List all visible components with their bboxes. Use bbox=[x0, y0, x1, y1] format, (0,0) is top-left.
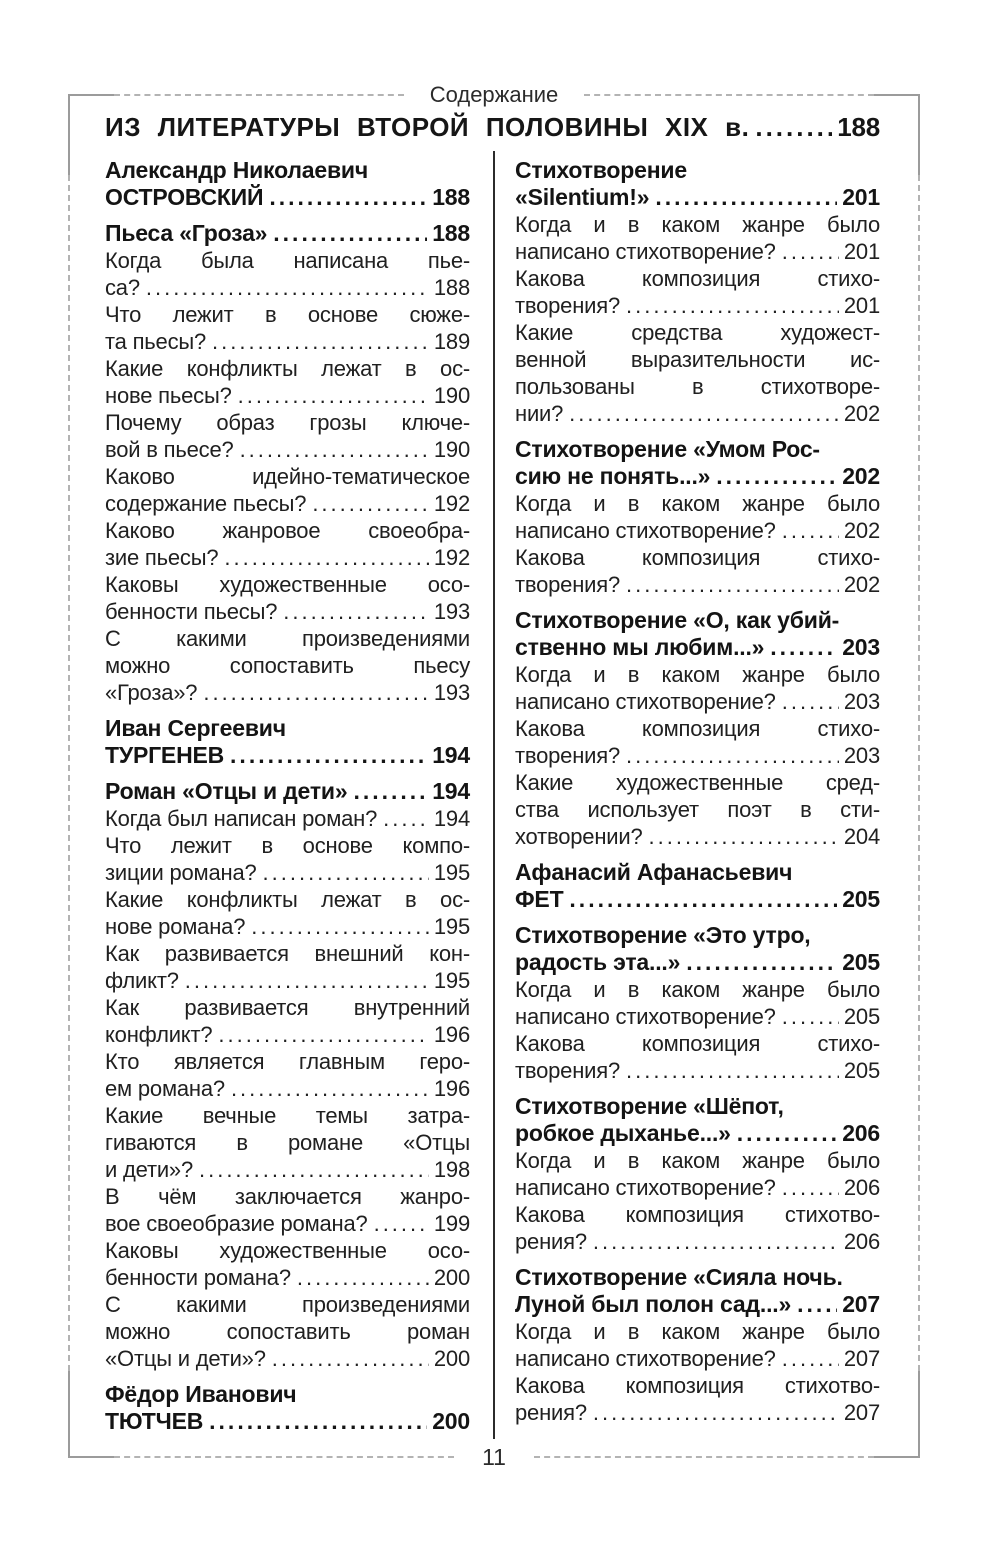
toc-line: Александр Николаевич bbox=[105, 157, 368, 183]
toc-line: Какие конфликты лежат в ос- bbox=[105, 356, 470, 381]
dot-leader bbox=[626, 1057, 839, 1084]
toc-entry-text: творения? bbox=[515, 1058, 621, 1083]
page-ref: 202 bbox=[843, 401, 880, 426]
toc-columns bbox=[105, 157, 880, 1435]
page-ref: 201 bbox=[843, 239, 880, 264]
frame-corner-line bbox=[68, 1456, 114, 1458]
toc-entry-text: Роман «Отцы и дети» bbox=[105, 778, 348, 804]
page-ref: 205 bbox=[843, 1004, 880, 1029]
toc-line bbox=[105, 436, 470, 463]
dot-leader bbox=[269, 184, 427, 211]
toc-line bbox=[515, 1174, 880, 1201]
toc-line: можно сопоставить пьесу bbox=[105, 653, 470, 678]
toc-line bbox=[515, 1345, 880, 1372]
toc-entry-text: и дети»? bbox=[105, 1157, 193, 1182]
toc-entry-text: вой в пьесе? bbox=[105, 437, 234, 462]
toc-line: Какие конфликты лежат в ос- bbox=[105, 887, 470, 912]
toc-line bbox=[105, 1021, 470, 1048]
toc-line bbox=[105, 742, 470, 769]
page-ref: 200 bbox=[433, 1346, 470, 1371]
toc-entry-text: написано стихотворение? bbox=[515, 1346, 776, 1371]
toc-line: Когда и в каком жанре было bbox=[515, 491, 880, 516]
dot-leader bbox=[312, 490, 429, 517]
page-ref: 192 bbox=[433, 491, 470, 516]
toc-author-heading bbox=[105, 157, 470, 211]
toc-line bbox=[515, 517, 880, 544]
toc-entry-text: Луной был полон сад...» bbox=[515, 1291, 792, 1317]
toc-line bbox=[105, 1345, 470, 1372]
toc-work-heading bbox=[515, 607, 880, 661]
toc-line bbox=[105, 778, 470, 805]
toc-line: С какими произведениями bbox=[105, 1292, 470, 1317]
toc-question bbox=[105, 625, 470, 706]
page-ref: 205 bbox=[843, 1058, 880, 1083]
page-ref: 193 bbox=[433, 599, 470, 624]
page-ref: 198 bbox=[433, 1157, 470, 1182]
frame-dashed-line bbox=[534, 1456, 874, 1458]
toc-question bbox=[105, 805, 470, 832]
toc-line bbox=[515, 886, 880, 913]
page-ref: 189 bbox=[433, 329, 470, 354]
toc-line bbox=[515, 463, 880, 490]
page-ref: 194 bbox=[432, 742, 470, 768]
frame-left-border bbox=[68, 95, 70, 175]
toc-line: пользованы в стихотворе- bbox=[515, 374, 880, 399]
page-ref: 207 bbox=[843, 1346, 880, 1371]
toc-work-heading bbox=[515, 1093, 880, 1147]
toc-entry-text: бенности пьесы? bbox=[105, 599, 278, 624]
frame-corner-line bbox=[874, 1456, 920, 1458]
toc-question bbox=[515, 265, 880, 319]
dot-leader bbox=[273, 220, 427, 247]
dot-leader bbox=[203, 679, 429, 706]
page-ref: 194 bbox=[433, 806, 470, 831]
dot-leader bbox=[212, 328, 429, 355]
toc-entry-text: бенности романа? bbox=[105, 1265, 291, 1290]
toc-line bbox=[105, 859, 470, 886]
page-ref: 190 bbox=[433, 383, 470, 408]
toc-content bbox=[105, 95, 880, 1435]
toc-entry-text: Когда был написан роман? bbox=[105, 806, 378, 831]
toc-question bbox=[515, 490, 880, 544]
page-ref: 202 bbox=[842, 463, 880, 489]
toc-line: Стихотворение bbox=[515, 157, 687, 183]
toc-line: Когда и в каком жанре было bbox=[515, 1148, 880, 1173]
toc-line: Каково идейно-тематическое bbox=[105, 464, 470, 489]
page-ref: 195 bbox=[433, 860, 470, 885]
toc-entry-text: та пьесы? bbox=[105, 329, 207, 354]
toc-line: Какова композиция стихо- bbox=[515, 545, 880, 570]
toc-entry-text: зиции романа? bbox=[105, 860, 257, 885]
toc-line: Когда и в каком жанре было bbox=[515, 977, 880, 1002]
toc-question bbox=[105, 1048, 470, 1102]
dot-leader bbox=[655, 184, 837, 211]
toc-author-heading bbox=[105, 1381, 470, 1435]
toc-line: Каковы художественные осо- bbox=[105, 572, 470, 597]
toc-line bbox=[515, 400, 880, 427]
page-ref: 188 bbox=[433, 275, 470, 300]
toc-line bbox=[515, 1291, 880, 1318]
dot-leader bbox=[224, 544, 429, 571]
frame-corner-line bbox=[874, 94, 920, 96]
toc-line: Кто является главным геро- bbox=[105, 1049, 470, 1074]
toc-question bbox=[105, 463, 470, 517]
toc-line bbox=[515, 238, 880, 265]
toc-entry-text: хотворении? bbox=[515, 824, 643, 849]
dot-leader bbox=[383, 805, 429, 832]
toc-line: можно сопоставить роман bbox=[105, 1319, 470, 1344]
dot-leader bbox=[353, 778, 427, 805]
toc-question bbox=[515, 1318, 880, 1372]
dot-leader bbox=[782, 238, 839, 265]
toc-line bbox=[105, 382, 470, 409]
toc-entry-text: написано стихотворение? bbox=[515, 1004, 776, 1029]
dot-leader bbox=[231, 1075, 429, 1102]
frame-right-border bbox=[918, 1371, 920, 1457]
toc-entry-text: радость эта...» bbox=[515, 949, 681, 975]
toc-entry-text: написано стихотворение? bbox=[515, 689, 776, 714]
toc-work-heading bbox=[515, 436, 880, 490]
toc-question bbox=[105, 355, 470, 409]
toc-line bbox=[105, 1408, 470, 1435]
toc-question bbox=[105, 517, 470, 571]
toc-question bbox=[105, 1291, 470, 1372]
toc-left-column bbox=[105, 157, 470, 1435]
toc-line: Какие средства художест- bbox=[515, 320, 880, 345]
toc-line: Какова композиция стихотво- bbox=[515, 1373, 880, 1398]
toc-line bbox=[515, 184, 880, 211]
toc-work-heading bbox=[515, 157, 880, 211]
toc-entry-text: вое своеобразие романа? bbox=[105, 1211, 368, 1236]
toc-question bbox=[105, 571, 470, 625]
dot-leader bbox=[569, 400, 839, 427]
toc-question bbox=[515, 715, 880, 769]
toc-line: Фёдор Иванович bbox=[105, 1381, 297, 1407]
page-ref: 188 bbox=[432, 184, 470, 210]
toc-line bbox=[515, 688, 880, 715]
dot-leader bbox=[716, 463, 837, 490]
page-frame bbox=[68, 82, 920, 1470]
toc-line: Что лежит в основе сюже- bbox=[105, 302, 470, 327]
toc-work-heading bbox=[105, 778, 470, 805]
toc-line: венной выразительности ис- bbox=[515, 347, 880, 372]
page-ref: 205 bbox=[842, 949, 880, 975]
dot-leader bbox=[374, 1210, 429, 1237]
dot-leader bbox=[797, 1291, 837, 1318]
dot-leader bbox=[782, 688, 839, 715]
page-ref: 205 bbox=[842, 886, 880, 912]
toc-question bbox=[105, 301, 470, 355]
toc-author-heading bbox=[105, 715, 470, 769]
page-ref: 204 bbox=[843, 824, 880, 849]
toc-work-heading bbox=[515, 1264, 880, 1318]
toc-entry-text: фликт? bbox=[105, 968, 179, 993]
page-ref: 195 bbox=[433, 914, 470, 939]
page-number: 11 bbox=[482, 1443, 506, 1470]
dot-leader bbox=[218, 1021, 429, 1048]
toc-line bbox=[105, 490, 470, 517]
toc-line: В чём заключается жанро- bbox=[105, 1184, 470, 1209]
dot-leader bbox=[569, 886, 837, 913]
toc-line: Какова композиция стихо- bbox=[515, 266, 880, 291]
toc-entry-text: написано стихотворение? bbox=[515, 518, 776, 543]
toc-question bbox=[515, 319, 880, 427]
toc-right-column bbox=[515, 157, 880, 1435]
toc-line bbox=[105, 679, 470, 706]
toc-line: Какие вечные темы затра- bbox=[105, 1103, 470, 1128]
toc-question bbox=[515, 1147, 880, 1201]
page-ref: 203 bbox=[843, 689, 880, 714]
page-ref: 188 bbox=[432, 220, 470, 246]
toc-line bbox=[105, 184, 470, 211]
toc-question bbox=[105, 1102, 470, 1183]
toc-line bbox=[105, 220, 470, 247]
page-ref: 192 bbox=[433, 545, 470, 570]
toc-question bbox=[515, 544, 880, 598]
toc-work-heading bbox=[515, 922, 880, 976]
toc-line bbox=[515, 292, 880, 319]
toc-entry-text: ТУРГЕНЕВ bbox=[105, 742, 225, 768]
toc-line: Какова композиция стихо- bbox=[515, 716, 880, 741]
toc-question bbox=[105, 1237, 470, 1291]
dot-leader bbox=[593, 1228, 839, 1255]
toc-entry-text: рения? bbox=[515, 1400, 587, 1425]
toc-entry-text: нии? bbox=[515, 401, 564, 426]
toc-line bbox=[105, 967, 470, 994]
toc-line: Каково жанровое своеобра- bbox=[105, 518, 470, 543]
toc-question bbox=[515, 1372, 880, 1426]
page-ref: 200 bbox=[433, 1265, 470, 1290]
toc-entry-text: ем романа? bbox=[105, 1076, 225, 1101]
dot-leader bbox=[240, 436, 429, 463]
dot-leader bbox=[686, 949, 837, 976]
toc-line bbox=[515, 1003, 880, 1030]
page-ref: 201 bbox=[842, 184, 880, 210]
frame-left-border bbox=[68, 175, 70, 1371]
toc-entry-text: конфликт? bbox=[105, 1022, 213, 1047]
toc-line bbox=[515, 823, 880, 850]
toc-question bbox=[105, 994, 470, 1048]
toc-question bbox=[515, 769, 880, 850]
toc-line bbox=[105, 805, 470, 832]
toc-author-heading bbox=[515, 859, 880, 913]
frame-bottom-border bbox=[68, 1443, 920, 1471]
toc-question bbox=[515, 661, 880, 715]
toc-line bbox=[105, 913, 470, 940]
page-ref: 201 bbox=[843, 293, 880, 318]
toc-line: Когда и в каком жанре было bbox=[515, 662, 880, 687]
dot-leader bbox=[272, 1345, 429, 1372]
toc-entry-text: содержание пьесы? bbox=[105, 491, 307, 516]
toc-line bbox=[105, 1156, 470, 1183]
dot-leader bbox=[626, 292, 839, 319]
dot-leader bbox=[782, 1345, 839, 1372]
dot-leader bbox=[649, 823, 839, 850]
toc-line: Как развивается внутренний bbox=[105, 995, 470, 1020]
dot-leader bbox=[626, 742, 839, 769]
section-heading-text: ИЗ ЛИТЕРАТУРЫ ВТОРОЙ ПОЛОВИНЫ XIX в. bbox=[105, 112, 750, 142]
toc-line: Каковы художественные осо- bbox=[105, 1238, 470, 1263]
dot-leader bbox=[263, 859, 429, 886]
toc-line bbox=[105, 598, 470, 625]
page-ref: 194 bbox=[432, 778, 470, 804]
toc-question bbox=[515, 1201, 880, 1255]
toc-entry-text: ОСТРОВСКИЙ bbox=[105, 184, 264, 210]
toc-line bbox=[105, 1210, 470, 1237]
toc-line: Стихотворение «Это утро, bbox=[515, 922, 811, 948]
toc-question bbox=[105, 886, 470, 940]
frame-left-border bbox=[68, 1371, 70, 1457]
toc-question bbox=[105, 940, 470, 994]
dot-leader bbox=[146, 274, 429, 301]
toc-line bbox=[515, 1228, 880, 1255]
page-ref: 202 bbox=[843, 518, 880, 543]
toc-line: Когда и в каком жанре было bbox=[515, 212, 880, 237]
page-ref: 190 bbox=[433, 437, 470, 462]
toc-line bbox=[105, 274, 470, 301]
toc-question bbox=[105, 247, 470, 301]
frame-right-border bbox=[918, 95, 920, 175]
dot-leader bbox=[626, 571, 839, 598]
toc-line bbox=[105, 1264, 470, 1291]
page-ref: 193 bbox=[433, 680, 470, 705]
toc-line: С какими произведениями bbox=[105, 626, 470, 651]
dot-leader bbox=[737, 1120, 837, 1147]
toc-line bbox=[105, 544, 470, 571]
toc-entry-text: написано стихотворение? bbox=[515, 239, 776, 264]
page-ref: 196 bbox=[433, 1022, 470, 1047]
toc-entry-text: творения? bbox=[515, 743, 621, 768]
toc-entry-text: творения? bbox=[515, 293, 621, 318]
toc-line bbox=[515, 634, 880, 661]
page-ref: 206 bbox=[842, 1120, 880, 1146]
toc-line: Афанасий Афанасьевич bbox=[515, 859, 793, 885]
toc-entry-text: написано стихотворение? bbox=[515, 1175, 776, 1200]
dot-leader bbox=[230, 742, 427, 769]
toc-entry-text: ственно мы любим...» bbox=[515, 634, 765, 660]
dot-leader bbox=[782, 1174, 839, 1201]
toc-entry-text: зие пьесы? bbox=[105, 545, 219, 570]
toc-line: Как развивается внешний кон- bbox=[105, 941, 470, 966]
page-ref: 207 bbox=[843, 1400, 880, 1425]
dot-leader bbox=[593, 1399, 839, 1426]
toc-question bbox=[105, 832, 470, 886]
toc-entry-text: «Silentium!» bbox=[515, 184, 650, 210]
toc-entry-text: ФЕТ bbox=[515, 886, 564, 912]
toc-entry-text: сию не понять...» bbox=[515, 463, 711, 489]
toc-line bbox=[515, 1120, 880, 1147]
dot-leader bbox=[283, 598, 429, 625]
toc-line: ства использует поэт в сти- bbox=[515, 797, 880, 822]
page-ref: 202 bbox=[843, 572, 880, 597]
page-ref: 200 bbox=[432, 1408, 470, 1434]
dot-leader bbox=[209, 1408, 427, 1435]
page-ref: 207 bbox=[842, 1291, 880, 1317]
toc-line bbox=[515, 1399, 880, 1426]
toc-question bbox=[105, 409, 470, 463]
toc-question bbox=[515, 976, 880, 1030]
toc-question bbox=[515, 1030, 880, 1084]
toc-entry-text: са? bbox=[105, 275, 140, 300]
toc-line: Иван Сергеевич bbox=[105, 715, 286, 741]
page-ref: 206 bbox=[843, 1229, 880, 1254]
page-ref: 195 bbox=[433, 968, 470, 993]
frame-right-border bbox=[918, 175, 920, 1371]
toc-work-heading bbox=[105, 220, 470, 247]
dot-leader bbox=[755, 112, 832, 143]
toc-line bbox=[515, 571, 880, 598]
dot-leader bbox=[782, 1003, 839, 1030]
page-ref: 188 bbox=[837, 112, 880, 142]
frame-dashed-line bbox=[114, 1456, 454, 1458]
dot-leader bbox=[770, 634, 837, 661]
toc-line: Почему образ грозы ключе- bbox=[105, 410, 470, 435]
contents-header: Содержание bbox=[429, 82, 559, 107]
toc-line: Какова композиция стихотво- bbox=[515, 1202, 880, 1227]
toc-question bbox=[105, 1183, 470, 1237]
toc-entry-text: нове романа? bbox=[105, 914, 246, 939]
dot-leader bbox=[199, 1156, 429, 1183]
toc-line: Когда и в каком жанре было bbox=[515, 1319, 880, 1344]
page-ref: 196 bbox=[433, 1076, 470, 1101]
page-ref: 199 bbox=[433, 1211, 470, 1236]
dot-leader bbox=[238, 382, 429, 409]
toc-line bbox=[105, 1075, 470, 1102]
toc-entry-text: Пьеса «Гроза» bbox=[105, 220, 268, 246]
toc-line: Когда была написана пье- bbox=[105, 248, 470, 273]
dot-leader bbox=[185, 967, 429, 994]
toc-line bbox=[515, 742, 880, 769]
toc-entry-text: нове пьесы? bbox=[105, 383, 232, 408]
toc-line bbox=[515, 949, 880, 976]
dot-leader bbox=[782, 517, 839, 544]
page-ref: 203 bbox=[842, 634, 880, 660]
dot-leader bbox=[297, 1264, 429, 1291]
toc-entry-text: ТЮТЧЕВ bbox=[105, 1408, 204, 1434]
section-heading bbox=[105, 112, 880, 143]
toc-line: Стихотворение «Сияла ночь. bbox=[515, 1264, 843, 1290]
toc-line: Стихотворение «Шёпот, bbox=[515, 1093, 784, 1119]
toc-entry-text: «Гроза»? bbox=[105, 680, 198, 705]
toc-question bbox=[515, 211, 880, 265]
toc-line bbox=[515, 1057, 880, 1084]
toc-line: Стихотворение «О, как убий- bbox=[515, 607, 840, 633]
page-ref: 203 bbox=[843, 743, 880, 768]
toc-line: Что лежит в основе компо- bbox=[105, 833, 470, 858]
toc-line: Какие художественные сред- bbox=[515, 770, 880, 795]
dot-leader bbox=[251, 913, 429, 940]
toc-entry-text: робкое дыханье...» bbox=[515, 1120, 731, 1146]
page-ref: 206 bbox=[843, 1175, 880, 1200]
toc-line: гиваются в романе «Отцы bbox=[105, 1130, 470, 1155]
toc-entry-text: творения? bbox=[515, 572, 621, 597]
toc-line bbox=[105, 328, 470, 355]
toc-entry-text: рения? bbox=[515, 1229, 587, 1254]
toc-line: Стихотворение «Умом Рос- bbox=[515, 436, 820, 462]
toc-entry-text: «Отцы и дети»? bbox=[105, 1346, 266, 1371]
toc-line: Какова композиция стихо- bbox=[515, 1031, 880, 1056]
